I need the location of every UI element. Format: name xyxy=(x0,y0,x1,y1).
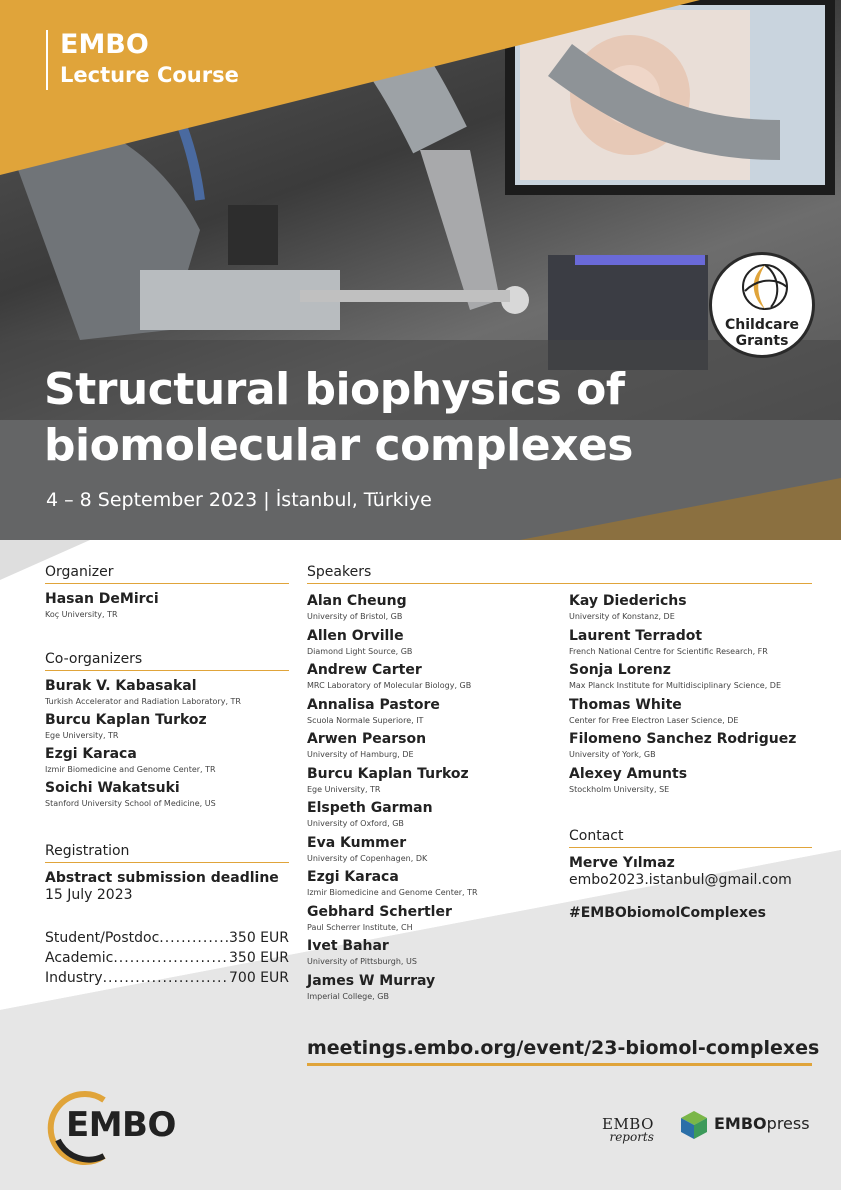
speaker-name: Arwen Pearson xyxy=(307,731,427,747)
co-organizers-heading: Co-organizers xyxy=(45,651,289,671)
fee-price: 350 EUR xyxy=(229,930,289,946)
speaker-name: Alexey Amunts xyxy=(569,766,688,782)
speaker-affiliation: Diamond Light Source, GB xyxy=(307,647,413,656)
badge-text xyxy=(712,317,812,349)
contact-email[interactable]: embo2023.istanbul@gmail.com xyxy=(569,872,792,888)
speaker-name: Thomas White xyxy=(569,697,682,713)
deadline-label: Abstract submission deadline xyxy=(45,870,279,886)
speaker-affiliation: Stockholm University, SE xyxy=(569,785,670,794)
press-logo-rest: press xyxy=(766,1114,810,1133)
speaker-affiliation: University of Pittsburgh, US xyxy=(307,957,417,966)
speaker-affiliation: Scuola Normale Superiore, IT xyxy=(307,716,424,725)
fee-label: Student/Postdoc xyxy=(45,930,160,946)
speaker-name: Ivet Bahar xyxy=(307,938,389,954)
beach-ball-icon xyxy=(741,263,789,311)
fee-label: Industry xyxy=(45,970,103,986)
title-line-1: Structural biophysics of xyxy=(44,364,625,415)
reports-logo-line-2: reports xyxy=(609,1130,654,1144)
speaker-name: Annalisa Pastore xyxy=(307,697,440,713)
co-organizer-affiliation: Stanford University School of Medicine, US xyxy=(45,799,216,808)
organizer-affiliation: Koç University, TR xyxy=(45,610,118,619)
speaker-affiliation: Paul Scherrer Institute, CH xyxy=(307,923,413,932)
speaker-affiliation: Center for Free Electron Laser Science, DE xyxy=(569,716,739,725)
speaker-name: Andrew Carter xyxy=(307,662,422,678)
co-organizer-affiliation: Ege University, TR xyxy=(45,731,119,740)
embo-lecture-course-brand xyxy=(46,30,239,90)
speaker-name: Sonja Lorenz xyxy=(569,662,671,678)
press-logo-bold: EMBO xyxy=(714,1114,767,1133)
speaker-name: Filomeno Sanchez Rodriguez xyxy=(569,731,797,747)
hashtag: #EMBObiomolComplexes xyxy=(569,905,766,921)
registration-heading: Registration xyxy=(45,843,289,863)
co-organizer-affiliation: Izmir Biomedicine and Genome Center, TR xyxy=(45,765,216,774)
speaker-name: James W Murray xyxy=(307,973,436,989)
fee-price: 700 EUR xyxy=(229,970,289,986)
co-organizer-name: Ezgi Karaca xyxy=(45,746,137,762)
speaker-affiliation: University of Bristol, GB xyxy=(307,612,403,621)
hero-photo-banner xyxy=(0,0,841,540)
fee-leader-dots xyxy=(113,950,229,966)
fee-row xyxy=(45,950,289,966)
title-line-2: biomolecular complexes xyxy=(44,420,633,471)
speaker-affiliation: University of York, GB xyxy=(569,750,656,759)
organizer-name: Hasan DeMirci xyxy=(45,591,159,607)
co-organizer-name: Burak V. Kabasakal xyxy=(45,678,197,694)
fee-row xyxy=(45,930,289,946)
speaker-affiliation: Ege University, TR xyxy=(307,785,381,794)
event-url[interactable]: meetings.embo.org/event/23-biomol-complexes xyxy=(307,1037,812,1066)
contact-name: Merve Yılmaz xyxy=(569,855,675,871)
brand-embo: EMBO xyxy=(60,29,149,60)
embo-reports-logo xyxy=(602,1115,654,1144)
press-logo-text xyxy=(714,1114,810,1133)
speaker-name: Allen Orville xyxy=(307,628,404,644)
brand-lecture-course: Lecture Course xyxy=(60,63,239,87)
co-organizer-affiliation: Turkish Accelerator and Radiation Laboratory, TR xyxy=(45,697,241,706)
organizer-heading: Organizer xyxy=(45,564,289,584)
fee-leader-dots xyxy=(103,970,229,986)
speaker-name: Gebhard Schertler xyxy=(307,904,452,920)
speakers-heading: Speakers xyxy=(307,564,812,584)
speaker-affiliation: MRC Laboratory of Molecular Biology, GB xyxy=(307,681,472,690)
badge-line-2: Grants xyxy=(735,333,789,349)
embo-logo xyxy=(44,1090,184,1166)
page-title xyxy=(44,362,804,474)
cube-icon xyxy=(680,1110,708,1140)
speaker-name: Eva Kummer xyxy=(307,835,407,851)
badge-line-1: Childcare xyxy=(724,317,799,333)
speaker-affiliation: French National Centre for Scientific Research, FR xyxy=(569,647,768,656)
fee-leader-dots xyxy=(159,930,229,946)
co-organizer-name: Burcu Kaplan Turkoz xyxy=(45,712,207,728)
speaker-affiliation: University of Copenhagen, DK xyxy=(307,854,428,863)
date-location: 4 – 8 September 2023 | İstanbul, Türkiye xyxy=(46,489,432,511)
deadline-date: 15 July 2023 xyxy=(45,887,133,903)
reports-logo-line-1: EMBO xyxy=(602,1115,654,1133)
contact-heading: Contact xyxy=(569,828,812,848)
embo-logo-text: EMBO xyxy=(66,1105,176,1145)
speaker-affiliation: Max Planck Institute for Multidisciplinary Science, DE xyxy=(569,681,782,690)
speaker-name: Ezgi Karaca xyxy=(307,869,399,885)
speaker-affiliation: University of Hamburg, DE xyxy=(307,750,414,759)
childcare-grants-badge xyxy=(709,252,815,358)
speaker-affiliation: University of Konstanz, DE xyxy=(569,612,675,621)
speaker-name: Alan Cheung xyxy=(307,593,407,609)
fee-label: Academic xyxy=(45,950,114,966)
speaker-name: Kay Diederichs xyxy=(569,593,687,609)
speaker-affiliation: Izmir Biomedicine and Genome Center, TR xyxy=(307,888,478,897)
speaker-affiliation: Imperial College, GB xyxy=(307,992,389,1001)
speaker-name: Burcu Kaplan Turkoz xyxy=(307,766,469,782)
fee-price: 350 EUR xyxy=(229,950,289,966)
speaker-affiliation: University of Oxford, GB xyxy=(307,819,404,828)
speaker-name: Laurent Terradot xyxy=(569,628,703,644)
speaker-name: Elspeth Garman xyxy=(307,800,433,816)
co-organizer-name: Soichi Wakatsuki xyxy=(45,780,180,796)
fee-row xyxy=(45,970,289,986)
